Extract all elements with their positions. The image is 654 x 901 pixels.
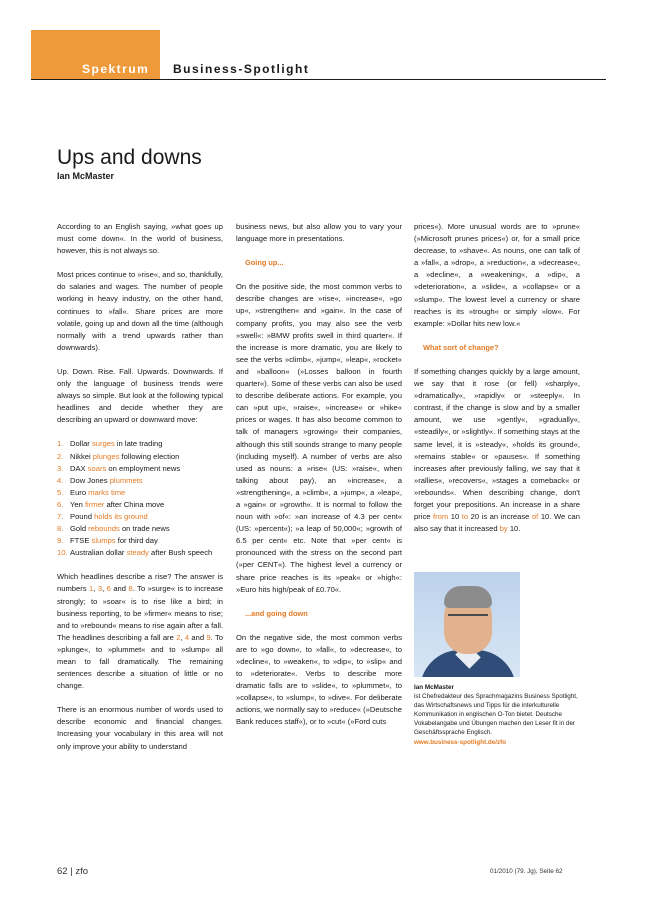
headline-item: 7. Pound holds its ground [57,511,148,521]
prices-paragraph: Most prices continue to »rise«, and so, thankfully, do salaries and wages. The number of people working in heavy industry, on the other hand, continues to »fall«. Share prices are more volatile, going up and down all the time (although normally with a trend upwards rather than downwards). [57,270,223,352]
page-number: 62 | zfo [57,866,88,877]
column-3 [414,221,580,547]
subheading-going-up: Going up... [245,258,284,268]
article-author: Ian McMaster [57,171,115,181]
header-divider [31,79,606,80]
change-paragraph: If something changes quickly by a large amount, we say that it rose (or fell) »sharply«, »dramatically«, »rapidly« or »steeply«. In contrast, if the change is slow and by a smaller amount, we use »gently«, »gradually«, »steadily«, or »slightly«. If something stays at the same level, it is »steady«, »holds its ground«, »remains stable« or »pauses«. If something increases after previously falling, we say that it »rallies«, »recovers«, »stages a comeback« or »rebounds«. When describing change, don't forget your prepositions. An increase in a share price from 10 to 20 is an increase of 10. We can also say that it increased by 10. [414,366,580,534]
column-2 [236,221,402,741]
bio-name: Ian McMaster [414,684,454,691]
author-photo [414,572,520,677]
headline-list [57,438,223,559]
bio-link[interactable]: www.business-spotlight.de/zfo [414,738,507,746]
headline-item: 9. FTSE slumps for third day [57,536,158,546]
bio-text: ist Chefredakteur des Sprachmagazins Business Spotlight, das Wirtschaftsnews und Tipps für die interkulturelle Kommunikation in englischen O-Ton bietet. Deutsche Vokabelangabe und Übungen machen den Leser fit in der Geschäftssprache Englisch. [414,693,578,737]
answer-paragraph: Which headlines describe a rise? The answer is numbers 1, 3, 6 and 8. To »surge« is to increase strongly; to »soar« is to rise like a bird; in business reporting, to be »firmer« means to rise; and to »rebound« means to rise again after a fall. The headlines describing a fall are 2, 4 and 9. To »plunge«, to »plummet« and to »slump« all mean to fall dramatically. The remaining sentences describe a situation of little or no change. [57,572,224,691]
subheading-change: What sort of change? [423,342,499,352]
headline-item: 8. Gold rebounds on trade news [57,524,170,534]
headline-item: 6. Yen firmer after China move [57,499,165,509]
intro-paragraph: According to an English saying, »what goes up must come down«. In the world of business, however, this is not always so. [57,222,223,256]
column-3-lead: prices«). More unusual words are to »prune« (»Microsoft prunes prices«) or, for a small price decrease, to »shave«. As nouns, one can talk of a »fall«, a »drop«, a »reduction«, a »decrease«, a »decline«, a »weakening«, a »dip«, a »deterioration«, a »slide«, a »collapse« or a »slump«. The lowest level a currency or share reaches is its »trough« or simply »low«. For example: »Dollar hits new low.« [414,222,580,328]
updown-paragraph: Up. Down. Rise. Fall. Upwards. Downwards. If only the language of business trends were always so simple. But look at the following typical headlines and decide whether they are describing an upward or downward move: [57,366,223,425]
issue-info: 01/2010 (79. Jg), Seite 62 [490,868,563,875]
headline-item: 4. Dow Jones plummets [57,475,143,485]
magazine-section-title: Business-Spotlight [173,62,310,76]
section-label: Spektrum [82,62,150,76]
going-up-paragraph: On the positive side, the most common verbs to describe changes are »rise«, »increase«, »go up«, »strengthen« and »gain«. In the case of company profits, you may also see the verb »swell«: »BMW profits swell in third quarter«. If the increase is more dramatic, you are likely to see the verbs »climb«, »jump«, »leap«, »rocket« and »balloon« (»Losses balloon in fourth quarter«). Some of these verbs can also be used to describe deliberate actions. For example, you can »put up«, »raise«, »increase« or »hike« prices or wages. It has also become common to talk of managers »growing« their companies, although this still sounds strange to many people (including myself). A number of verbs are also used as nouns: a »rise« (US: »raise«, when talking about pay), an »increase«, a »strengthening«, a »climb«, a »jump«, a »leap«, a »gain« or »growth«. It is normal to follow the noun with »of«: »an increase of 4.3 per cent« (US: »percent«); »a leap of 50,000«; »growth of 6.5 per cent« etc. Note that »per cent« is pronounced with the stress on the second part (»per CENT«). The highest level a currency or share price reaches is its »peak« or »high«: »Euro hits high/peak of £0.70«. [236,282,402,594]
author-bio [414,683,584,747]
headline-item: 3. DAX soars on employment news [57,463,181,473]
vocab-paragraph: There is an enormous number of words used to describe economic and financial changes. Increasing your vocabulary in this area will not only improve your ability to understand [57,705,223,751]
headline-item: 2. Nikkei plunges following election [57,451,180,461]
going-down-paragraph: On the negative side, the most common verbs are to »go down«, to »fall«, to »decrease«, to »decline«, to »weaken«, to »dip«, to »slip« and to »deteriorate«. Verbs to describe more dramatic falls are to »slide«, to »plummet«, to »collapse«, to »slump«, to »dive«. For deliberate actions, we normally say to »reduce« (»Deutsche Bank reduces staff«), or to »cut« (»Ford cuts [236,632,402,727]
headline-item: 10. Australian dollar steady after Bush speech [57,548,213,558]
article-title: Ups and downs [57,146,202,170]
column-2-lead: business news, but also allow you to vary your language more in presentations. [236,222,402,244]
headline-item: 1. Dollar surges in late trading [57,439,163,449]
subheading-going-down: ...and going down [245,608,308,618]
column-1 [57,221,223,765]
headline-item: 5. Euro marks time [57,487,126,497]
